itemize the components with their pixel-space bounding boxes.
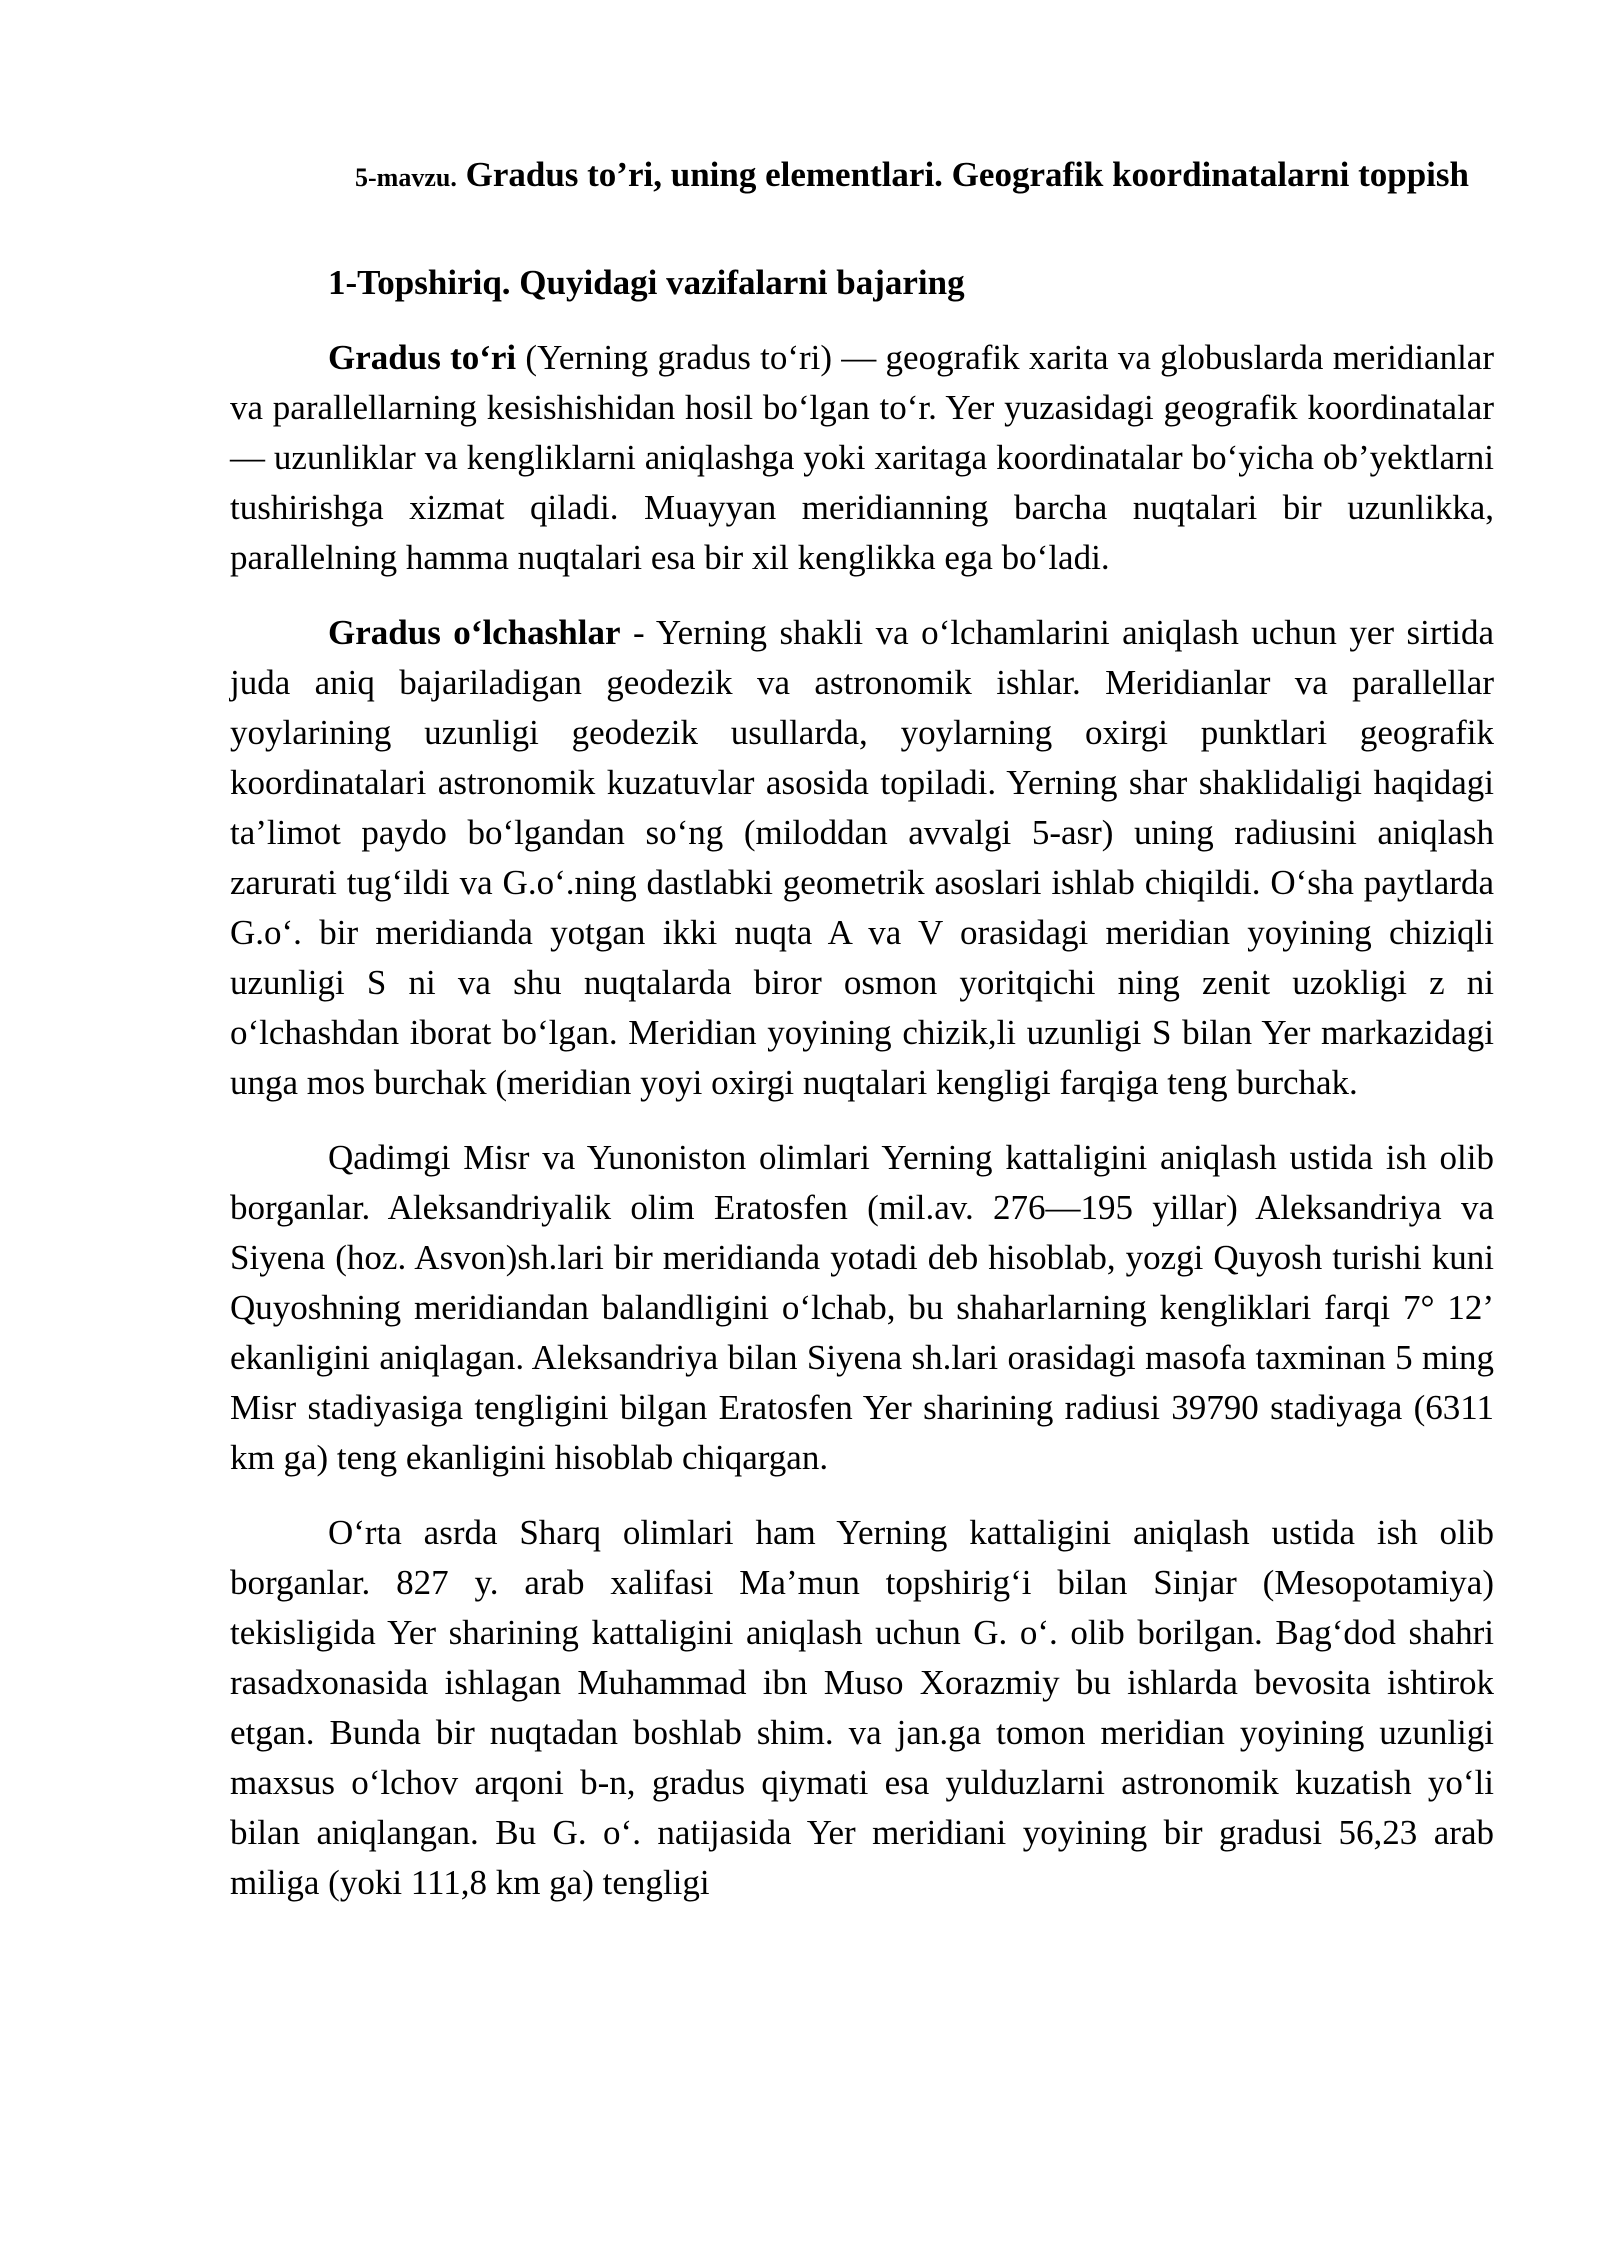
paragraph-term: Gradus to‘ri [328,338,517,377]
title-prefix: 5-mavzu. [355,163,457,192]
paragraph-term: Gradus o‘lchashlar [328,613,621,652]
paragraph-gradus-tori [230,333,1494,583]
paragraph-qadimgi-misr [230,1133,1494,1483]
title-main: Gradus to’ri, uning elementlari. Geografik koordinatalarni toppish [465,155,1469,194]
paragraph-text: Qadimgi Misr va Yunoniston olimlari Yerning kattaligini aniqlash ustida ish olib borganlar. Aleksandriyalik olim Eratosfen (mil.av. 276—195 yillar) Aleksandriya va Siyena (hoz. Asvon)sh.lari bir meridianda yotadi deb hisoblab, yozgi Quyosh turishi kuni Quyoshning meridiandan balandligini o‘lchab, bu shaharlarning kengliklari farqi 7° 12’ ekanligini aniqlagan. Aleksandriya bilan Siyena sh.lari orasidagi masofa taxminan 5 ming Misr stadiyasiga tengligini bilgan Eratosfen Yer sharining radiusi 39790 stadiyaga (6311 km ga) teng ekanligini hisoblab chiqargan. [230,1138,1494,1477]
task-heading: 1-Topshiriq. Quyidagi vazifalarni bajaring [328,263,965,302]
paragraph-text: (Yerning gradus to‘ri) — geografik xarita va globuslarda meridianlar va parallellarning kesishishidan hosil bo‘lgan to‘r. Yer yuzasidagi geografik koordinatalar — uzunliklar va kengliklarni aniqlashga yoki xaritaga koordinatalar bo‘yicha ob’yektlarni tushirishga xizmat qiladi. Muayyan meridianning barcha nuqtalari bir uzunlikka, parallelning hamma nuqtalari esa bir xil kenglikka ega bo‘ladi. [230,338,1495,577]
paragraph-orta-asr [230,1508,1494,1908]
document-title [230,150,1494,203]
paragraph-gradus-olchashlar [230,608,1494,1108]
paragraph-text: - Yerning shakli va o‘lchamlarini aniqlash uchun yer sirtida juda aniq bajariladigan geodezik va astronomik ishlar. Meridianlar va parallellar yoylarining uzunligi geodezik usullarda, yoylarning oxirgi punktlari geografik koordinatalari astronomik kuzatuvlar asosida topiladi. Yerning shar shaklidaligi haqidagi ta’limot paydo bo‘lgandan so‘ng (miloddan avvalgi 5-asr) uning radiusini aniqlash zarurati tug‘ildi va G.o‘.ning dastlabki geometrik asoslari ishlab chiqildi. O‘sha paytlarda G.o‘. bir meridianda yotgan ikki nuqta A va V orasidagi meridian yoyining chiziqli uzunligi S ni va shu nuqtalarda biror osmon yoritqichi ning zenit uzokligi z ni o‘lchashdan iborat bo‘lgan. Meridian yoyining chizik,li uzunligi S bilan Yer markazidagi unga mos burchak (meridian yoyi oxirgi nuqtalari kengligi farqiga teng burchak. [230,613,1494,1102]
document-page [230,150,1494,1908]
paragraph-text: O‘rta asrda Sharq olimlari ham Yerning kattaligini aniqlash ustida ish olib borganlar. 827 y. arab xalifasi Ma’mun topshirig‘i bilan Sinjar (Mesopotamiya) tekisligida Yer sharining kattaligini aniqlash uchun G. o‘. olib borilgan. Bag‘dod shahri rasadxonasida ishlagan Muhammad ibn Muso Xorazmiy bu ishlarda bevosita ishtirok etgan. Bunda bir nuqtadan boshlab shim. va jan.ga tomon meridian yoyining uzunligi maxsus o‘lchov arqoni b-n, gradus qiymati esa yulduzlarni astronomik kuzatish yo‘li bilan aniqlangan. Bu G. o‘. natijasida Yer meridiani yoyining bir gradusi 56,23 arab miliga (yoki 111,8 km ga) tengligi [230,1513,1494,1902]
